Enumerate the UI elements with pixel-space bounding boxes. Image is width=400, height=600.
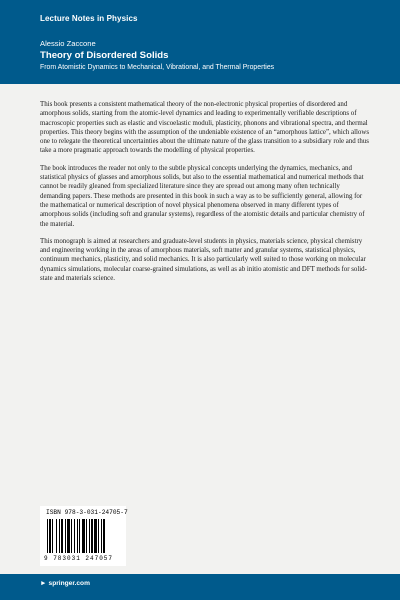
header-band (0, 0, 400, 84)
series-name: Lecture Notes in Physics (40, 14, 138, 23)
author-name: Alessio Zaccone (40, 39, 96, 48)
arrow-right-icon: ► (40, 580, 47, 587)
barcode-icon (46, 519, 120, 555)
isbn-number: ISBN 978-3-031-24705-7 (46, 509, 128, 516)
book-title: Theory of Disordered Solids (40, 50, 169, 61)
footer-band (0, 574, 400, 600)
description-paragraph-1: This book presents a consistent mathematical theory of the non-electronic physical properties of disordered and amorphous solids, starting from the atomic-level dynamics and leading to experimentally verifiable descriptions of macroscopic properties such as elastic and viscoelastic moduli, plasticity, phonons and vibrational spectra, and thermal properties. This theory begins with the assumption of the undeniable existence of an “amorphous lattice”, which allows one to relegate the theoretical uncertainties about the ultimate nature of the glass transition to a subsidiary role and thus take a more pragmatic approach towards the modelling of physical properties. (40, 101, 370, 155)
description-paragraph-2: The book introduces the reader not only to the subtle physical concepts underlying the dynamics, mechanics, and statistical physics of glasses and amorphous solids, but also to the essential mathematical and numerical methods that cannot be readily gleaned from specialized literature since they are spread out among many often technically demanding papers. These methods are presented in this book in such a way as to be sufficiently general, allowing for the mathematical or numerical description of novel physical phenomena observed in many different types of amorphous solids (including soft and granular systems), regardless of the atomistic details and particular chemistry of the material. (40, 164, 365, 228)
publisher-website[interactable] (40, 580, 90, 587)
description-paragraph-3: This monograph is aimed at researchers and graduate-level students in physics, materials science, physical chemistry and engineering working in the areas of amorphous materials, soft matter and granular systems, statistical physics, continuum mechanics, plasticity, and solid mechanics. It is also particularly well suited to those working on molecular dynamics simulations, molecular coarse-grained simulations, as well as ab initio atomistic and DFT methods for solid-state and materials science. (40, 237, 367, 283)
barcode-digits: 9 783031 247057 (44, 555, 114, 562)
book-description (40, 100, 370, 291)
publisher-website-text: springer.com (48, 580, 90, 587)
isbn-barcode-block (40, 506, 126, 566)
book-subtitle: From Atomistic Dynamics to Mechanical, Vibrational, and Thermal Properties (40, 64, 275, 71)
